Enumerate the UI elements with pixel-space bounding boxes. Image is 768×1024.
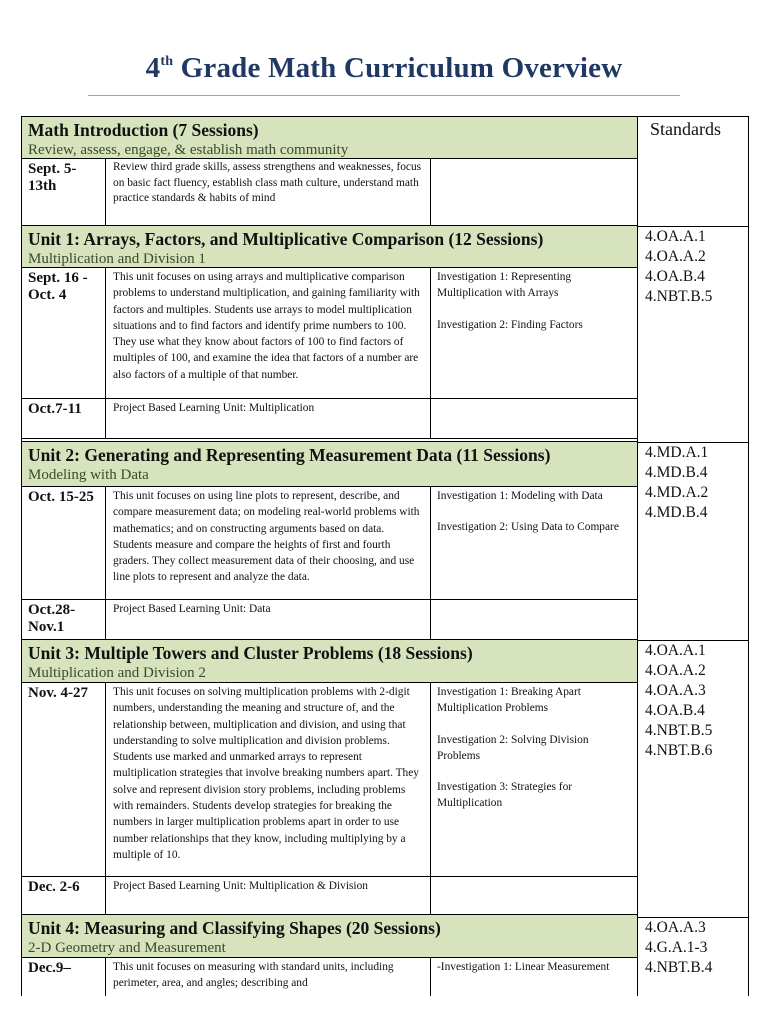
unit-4-header [22, 915, 637, 958]
table-row [22, 877, 637, 915]
investigation-item: Investigation 1: Representing Multiplication with Arrays [437, 271, 572, 300]
row-date: Dec.9– [22, 958, 106, 996]
standard-code: 4.MD.B.4 [645, 464, 708, 481]
title-rule [88, 95, 680, 96]
standards-header: Standards [638, 117, 748, 227]
title-superscript: th [160, 54, 174, 69]
investigation-item: Investigation 2: Finding Factors [437, 318, 583, 331]
table-row [22, 683, 637, 877]
standard-code: 4.OA.A.2 [645, 662, 706, 679]
unit-subtitle: Multiplication and Division 1 [28, 251, 206, 267]
investigation-item: Investigation 1: Breaking Apart Multiplication Problems [437, 686, 581, 715]
row-date: Oct. 15-25 [22, 487, 106, 599]
unit-title: Unit 4: Measuring and Classifying Shapes (20 Sessions) [28, 918, 441, 938]
unit-subtitle: Multiplication and Division 2 [28, 665, 206, 681]
row-description: This unit focuses on using line plots to represent, describe, and compare measurement data; on modeling real-world problems with mathematics; and on constructing arguments based on data. Students measure and compare the heights of first and fourth graders. They collect measurement data of their choosing, and use line plots to represent and analyze the data. [106, 487, 431, 599]
standard-code: 4.OA.A.1 [645, 228, 706, 245]
page-title: 4th Grade Math Curriculum Overview [145, 52, 623, 84]
standards-column [638, 116, 749, 996]
standard-code: 4.NBT.B.5 [645, 288, 713, 305]
row-description: This unit focuses on solving multiplication problems with 2-digit numbers, understanding the meaning and structure of, and the relationship between, multiplication and division, and using that understanding to solve multiplication and division problems. Students use marked and unmarked arrays to represent multiplication strategies that involve breaking numbers apart. They solve and represent division story problems, including problems with remainders. Students develop strategies for breaking the numbers in larger multiplication problems apart in order to use number relationships that they know, including multiplying by a multiple of 10. [106, 683, 431, 876]
row-investigations [431, 487, 637, 599]
row-investigations [431, 877, 637, 914]
table-row [22, 600, 637, 640]
row-investigations [431, 268, 637, 398]
standard-code: 4.MD.B.4 [645, 504, 708, 521]
standard-code: 4.OA.A.3 [645, 682, 706, 699]
unit-subtitle: Modeling with Data [28, 467, 149, 483]
standard-code: 4.G.A.1-3 [645, 939, 708, 956]
intro-subtitle: Review, assess, engage, & establish math community [28, 142, 349, 158]
intro-header [22, 117, 637, 159]
row-investigations [431, 159, 637, 225]
table-row [22, 487, 637, 600]
investigation-item: Investigation 2: Using Data to Compare [437, 521, 619, 534]
row-description: Project Based Learning Unit: Data [106, 600, 431, 639]
row-investigations [431, 399, 637, 438]
unit-4-standards [638, 918, 748, 996]
row-investigations [431, 958, 637, 996]
standard-code: 4.NBT.B.4 [645, 959, 713, 976]
standard-code: 4.MD.A.2 [645, 484, 709, 501]
table-row [22, 958, 637, 996]
standard-code: 4.OA.A.2 [645, 248, 706, 265]
row-date: Nov. 4-27 [22, 683, 106, 876]
row-description: Review third grade skills, assess strengthens and weaknesses, focus on basic fact fluency, establish class math culture, understand math practice standards & habits of mind [106, 159, 431, 225]
unit-title: Unit 1: Arrays, Factors, and Multiplicative Comparison (12 Sessions) [28, 229, 544, 249]
unit-3-header [22, 640, 637, 683]
row-description: Project Based Learning Unit: Multiplication & Division [106, 877, 431, 914]
intro-title: Math Introduction (7 Sessions) [28, 120, 259, 140]
unit-title: Unit 2: Generating and Representing Measurement Data (11 Sessions) [28, 445, 551, 465]
unit-title: Unit 3: Multiple Towers and Cluster Problems (18 Sessions) [28, 643, 473, 663]
row-description: Project Based Learning Unit: Multiplication [106, 399, 431, 438]
investigation-item: Investigation 1: Modeling with Data [437, 490, 603, 502]
row-investigations [431, 600, 637, 639]
investigation-item: Investigation 2: Solving Division Problems [437, 733, 589, 762]
unit-subtitle: 2-D Geometry and Measurement [28, 940, 226, 956]
row-investigations [431, 683, 637, 876]
unit-1-header [22, 226, 637, 268]
row-date: Oct.28-Nov.1 [22, 600, 106, 639]
row-date: Sept. 16 - Oct. 4 [22, 268, 106, 398]
row-date: Sept. 5-13th [22, 159, 106, 225]
row-description: This unit focuses on using arrays and multiplicative comparison problems to understand multiplication, and gaining familiarity with factors and multiples. Students use arrays to model multiplication situations and to find factors and identify prime numbers to 100. They use what they know about factors of 100 to find factors of multiples of 100, and examine the idea that factors of a number are also factors of a multiple of that number. [106, 268, 431, 398]
standard-code: 4.OA.A.1 [645, 642, 706, 659]
row-date: Oct.7-11 [22, 399, 106, 438]
table-row [22, 399, 637, 439]
standard-code: 4.OA.A.3 [645, 919, 706, 936]
investigation-item: Investigation 3: Strategies for Multiplication [437, 781, 573, 810]
unit-1-standards [638, 227, 748, 443]
standard-code: 4.OA.B.4 [645, 268, 705, 285]
standard-code: 4.NBT.B.6 [645, 742, 713, 759]
row-description: This unit focuses on measuring with standard units, including perimeter, area, and angles; describing and [106, 958, 431, 996]
investigation-item: -Investigation 1: Linear Measurement [437, 961, 610, 973]
unit-3-standards [638, 641, 748, 918]
standard-code: 4.NBT.B.5 [645, 722, 713, 739]
unit-2-standards [638, 443, 748, 641]
unit-2-header [22, 442, 637, 487]
standard-code: 4.OA.B.4 [645, 702, 705, 719]
table-row [22, 268, 637, 399]
standard-code: 4.MD.A.1 [645, 444, 709, 461]
row-date: Dec. 2-6 [22, 877, 106, 914]
curriculum-table [21, 116, 638, 996]
table-row [22, 159, 637, 226]
